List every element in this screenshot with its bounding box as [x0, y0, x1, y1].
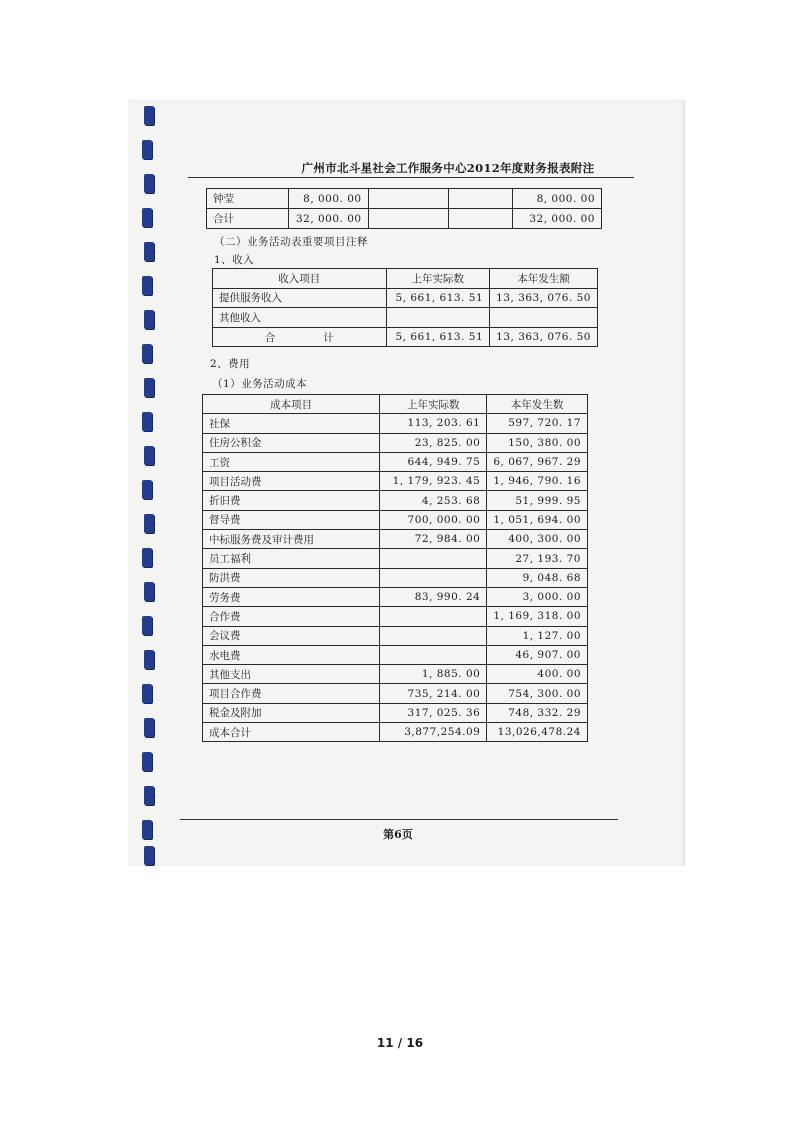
cell-value: 3,877,254.09 [380, 723, 487, 742]
row-label: 中标服务费及审计费用 [203, 530, 380, 549]
table-row [203, 491, 588, 510]
row-label: 钟莹 [207, 189, 289, 209]
table-total-row [213, 327, 598, 347]
cell-value: 4, 253. 68 [380, 491, 487, 510]
table-row [203, 452, 588, 471]
cell-value: 1, 885. 00 [380, 665, 487, 684]
row-label: 督导费 [203, 510, 380, 529]
cell-value: 754, 300. 00 [487, 684, 588, 703]
table-row [207, 189, 602, 209]
column-header: 成本项目 [203, 395, 380, 414]
column-header: 本年发生数 [487, 395, 588, 414]
income-heading: 1、收入 [214, 254, 255, 266]
binding-ring [142, 752, 152, 771]
cell-value: 3, 000. 00 [487, 587, 588, 606]
cell-value [380, 607, 487, 626]
binding-ring [142, 412, 152, 431]
binding-ring [144, 378, 154, 397]
cell-value: 5, 661, 613. 51 [386, 327, 490, 347]
column-header: 本年发生额 [490, 269, 598, 289]
row-label: 社保 [203, 414, 380, 433]
cell-value: 644, 949. 75 [380, 452, 487, 471]
table-row [203, 665, 588, 684]
table-row [213, 308, 598, 328]
carryover-table [206, 188, 602, 229]
expense-heading: 2、费用 [210, 358, 251, 370]
row-label: 税金及附加 [203, 703, 380, 722]
row-label: 其他支出 [203, 665, 380, 684]
report-title: 广州市北斗星社会工作服务中心2012年度财务报表附注 [301, 161, 595, 175]
binding-ring [142, 140, 152, 159]
binding-ring [142, 344, 152, 363]
cell-value [380, 645, 487, 664]
cell-value [380, 568, 487, 587]
cell-value: 597, 720. 17 [487, 414, 588, 433]
row-label: 折旧费 [203, 491, 380, 510]
cell-value [368, 189, 448, 209]
row-label: 项目合作费 [203, 684, 380, 703]
cell-value: 72, 984. 00 [380, 530, 487, 549]
cost-heading: （1）业务活动成本 [212, 378, 308, 390]
cell-value: 400, 300. 00 [487, 530, 588, 549]
binding-ring [142, 208, 152, 227]
table-row [203, 587, 588, 606]
cell-value: 6, 067, 967. 29 [487, 452, 588, 471]
footer-rule [180, 819, 618, 820]
cost-table [202, 394, 588, 742]
binding-ring [144, 174, 154, 193]
binding-ring [142, 548, 152, 567]
binding-ring [144, 786, 154, 805]
cell-value: 8, 000. 00 [513, 189, 602, 209]
scanned-page [128, 100, 685, 866]
table-row [203, 703, 588, 722]
row-label: 合作费 [203, 607, 380, 626]
binding-ring [144, 846, 154, 865]
income-table [212, 268, 598, 347]
column-header: 上年实际数 [386, 269, 490, 289]
cell-value: 32, 000. 00 [513, 209, 602, 229]
cell-value: 8, 000. 00 [289, 189, 368, 209]
table-row [203, 433, 588, 452]
binding-ring [142, 820, 152, 839]
row-label: 住房公积金 [203, 433, 380, 452]
row-label: 水电费 [203, 645, 380, 664]
binding-ring [144, 106, 154, 125]
total-label [213, 327, 387, 347]
cell-value: 1, 127. 00 [487, 626, 588, 645]
row-label: 劳务费 [203, 587, 380, 606]
cell-value: 13, 363, 076. 50 [490, 288, 598, 308]
total-label-a: 合 [264, 331, 276, 344]
binding-ring [142, 616, 152, 635]
page-counter: 11 / 16 [376, 1036, 424, 1050]
binding-ring [144, 310, 154, 329]
table-row [207, 209, 602, 229]
cell-value: 23, 825. 00 [380, 433, 487, 452]
cell-value: 83, 990. 24 [380, 587, 487, 606]
cell-value: 1, 946, 790. 16 [487, 472, 588, 491]
cell-value: 317, 025. 36 [380, 703, 487, 722]
cell-value: 13, 363, 076. 50 [490, 327, 598, 347]
cell-value [368, 209, 448, 229]
table-row [203, 510, 588, 529]
cell-value: 150, 380. 00 [487, 433, 588, 452]
cell-value [386, 308, 490, 328]
row-label: 员工福利 [203, 549, 380, 568]
cell-value: 13,026,478.24 [487, 723, 588, 742]
table-row [203, 626, 588, 645]
cell-value: 735, 214. 00 [380, 684, 487, 703]
row-label: 合计 [207, 209, 289, 229]
cell-value [380, 549, 487, 568]
binding-ring [144, 242, 154, 261]
table-row [213, 288, 598, 308]
row-label: 项目活动费 [203, 472, 380, 491]
row-label: 会议费 [203, 626, 380, 645]
table-row [203, 607, 588, 626]
cell-value [449, 209, 513, 229]
row-label: 提供服务收入 [213, 288, 387, 308]
cell-value: 5, 661, 613. 51 [386, 288, 490, 308]
table-header-row [213, 269, 598, 289]
header-rule [188, 177, 634, 178]
spiral-binding [128, 100, 158, 866]
cell-value: 113, 203. 61 [380, 414, 487, 433]
cell-value: 32, 000. 00 [289, 209, 368, 229]
binding-ring [142, 480, 152, 499]
table-row [203, 645, 588, 664]
cell-value: 700, 000. 00 [380, 510, 487, 529]
cell-value [490, 308, 598, 328]
row-label: 工资 [203, 452, 380, 471]
column-header: 收入项目 [213, 269, 387, 289]
cell-value [380, 626, 487, 645]
table-row [203, 568, 588, 587]
row-label: 防洪费 [203, 568, 380, 587]
cell-value: 400. 00 [487, 665, 588, 684]
table-row [203, 472, 588, 491]
cell-value: 46, 907. 00 [487, 645, 588, 664]
total-label-b: 计 [323, 331, 334, 344]
table-row [203, 684, 588, 703]
cell-value: 27, 193. 70 [487, 549, 588, 568]
row-label: 成本合计 [203, 723, 380, 742]
column-header: 上年实际数 [380, 395, 487, 414]
table-header-row [203, 395, 588, 414]
row-label: 其他收入 [213, 308, 387, 328]
binding-ring [144, 718, 154, 737]
binding-ring [144, 514, 154, 533]
binding-ring [144, 582, 154, 601]
binding-ring [144, 446, 154, 465]
cell-value: 1, 179, 923. 45 [380, 472, 487, 491]
table-row [203, 549, 588, 568]
table-row [203, 414, 588, 433]
table-total-row [203, 723, 588, 742]
binding-ring [142, 684, 152, 703]
section-heading: （二）业务活动表重要项目注释 [214, 236, 368, 248]
cell-value: 1, 051, 694. 00 [487, 510, 588, 529]
table-row [203, 530, 588, 549]
binding-ring [144, 650, 154, 669]
cell-value: 51, 999. 95 [487, 491, 588, 510]
binding-ring [142, 276, 152, 295]
cell-value: 1, 169, 318. 00 [487, 607, 588, 626]
footer-page-number: 第6页 [383, 828, 413, 841]
cell-value [449, 189, 513, 209]
cell-value: 748, 332. 29 [487, 703, 588, 722]
cell-value: 9, 048. 68 [487, 568, 588, 587]
